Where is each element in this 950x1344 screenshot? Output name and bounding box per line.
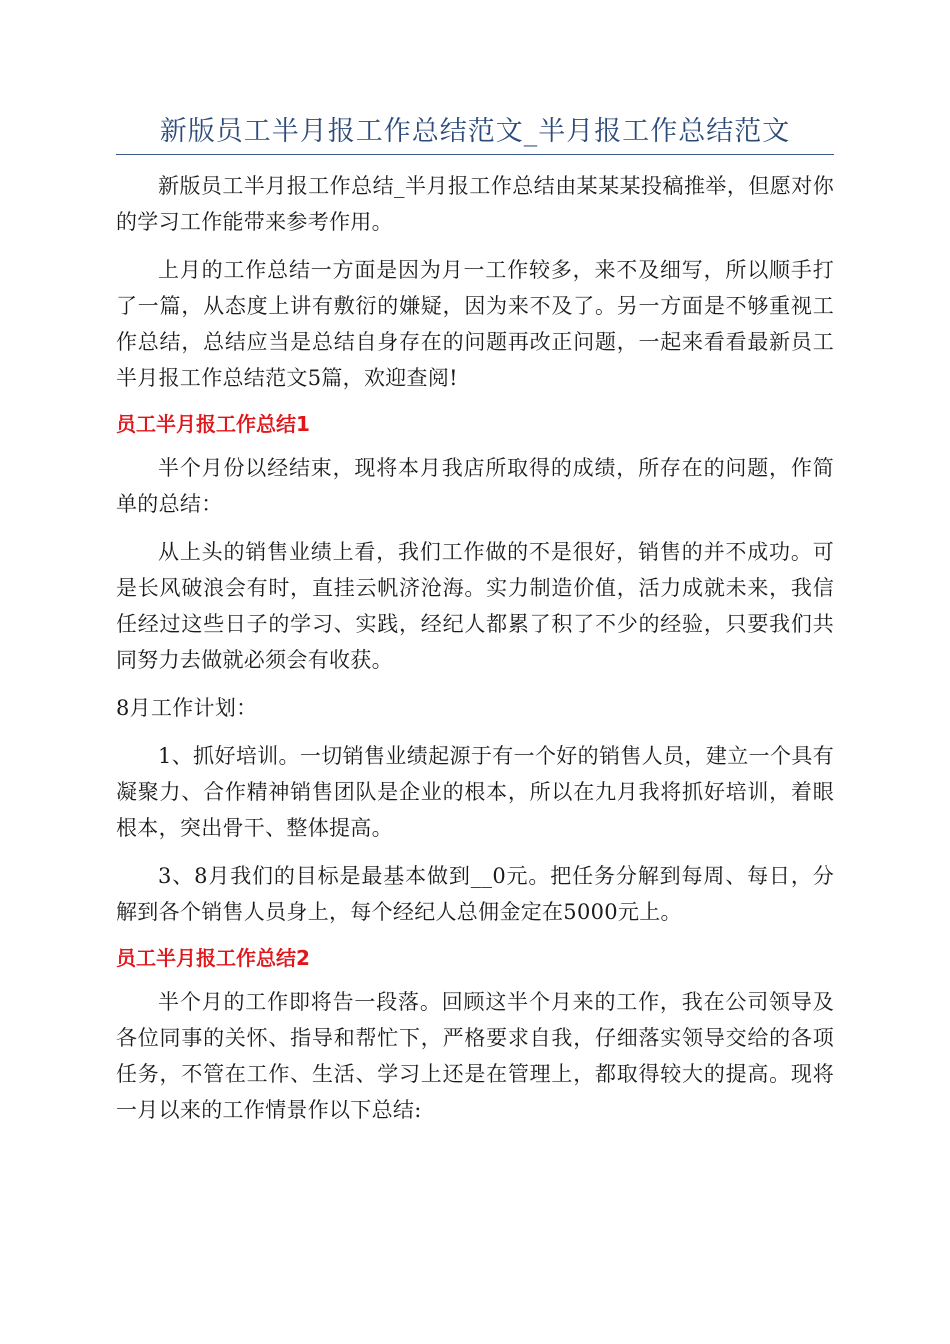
- section-2-paragraph-1: 半个月的工作即将告一段落。回顾这半个月来的工作，我在公司领导及各位同事的关怀、指导和帮忙下，严格要求自我，仔细落实领导交给的各项任务，不管在工作、生活、学习上还是在管理上，都取得较大的提高。现将一月以来的工作情景作以下总结:: [116, 990, 834, 1122]
- section-heading-1: 员工半月报工作总结1: [116, 412, 310, 436]
- plan-item-1: 1、抓好培训。一切销售业绩起源于有一个好的销售人员，建立一个具有凝聚力、合作精神销售团队是企业的根本，所以在九月我将抓好培训，着眼根本，突出骨干、整体提高。: [116, 744, 834, 840]
- document-title: 新版员工半月报工作总结范文_半月报工作总结范文: [159, 116, 791, 147]
- section-heading-2: 员工半月报工作总结2: [116, 946, 310, 970]
- plan-item-2: 3、8月我们的目标是最基本做到__0元。把任务分解到每周、每日，分解到各个销售人员身上，每个经纪人总佣金定在5000元上。: [116, 864, 834, 924]
- intro-paragraph-2: 上月的工作总结一方面是因为月一工作较多，来不及细写，所以顺手打了一篇，从态度上讲有敷衍的嫌疑，因为来不及了。另一方面是不够重视工作总结，总结应当是总结自身存在的问题再改正问题，一起来看看最新员工半月报工作总结范文5篇，欢迎查阅!: [116, 258, 834, 390]
- title-underline: [116, 154, 834, 155]
- section-1-paragraph-1: 半个月份以经结束，现将本月我店所取得的成绩，所存在的问题，作简单的总结：: [116, 456, 834, 516]
- plan-label: 8月工作计划：: [116, 696, 258, 720]
- document-body: [116, 168, 834, 1140]
- section-1-paragraph-2: 从上头的销售业绩上看，我们工作做的不是很好，销售的并不成功。可是长风破浪会有时，直挂云帆济沧海。实力制造价值，活力成就未来，我信任经过这些日子的学习、实践，经纪人都累了积了不少的经验，只要我们共同努力去做就必须会有收获。: [116, 540, 834, 672]
- intro-paragraph-1: 新版员工半月报工作总结_半月报工作总结由某某某投稿推举，但愿对你的学习工作能带来参考作用。: [116, 174, 834, 234]
